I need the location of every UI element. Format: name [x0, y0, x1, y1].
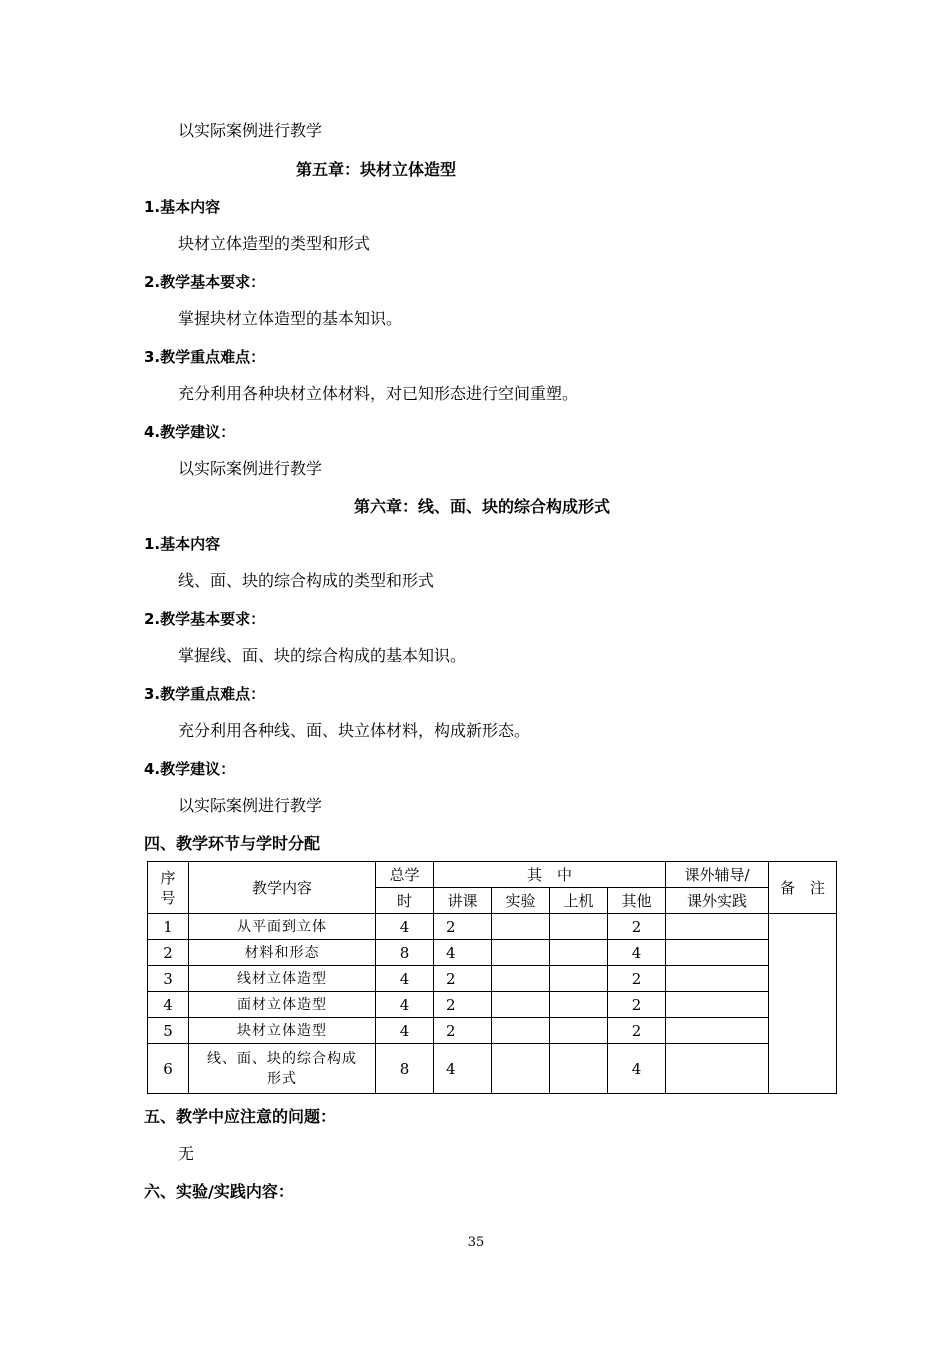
table-row — [148, 992, 837, 1018]
row-experiment — [492, 914, 550, 940]
header-total-bottom: 时 — [376, 888, 434, 914]
row-total: 4 — [376, 966, 434, 992]
chapter6-requirements-text: 掌握线、面、块的综合构成的基本知识。 — [178, 646, 467, 665]
row-seq: 1 — [148, 914, 189, 940]
row-extra — [666, 914, 769, 940]
chapter6-key-points-text: 充分利用各种线、面、块立体材料，构成新形态。 — [178, 721, 531, 740]
header-other: 其他 — [608, 888, 666, 914]
chapter5-heading-key-points: 3.教学重点难点： — [144, 348, 266, 366]
chapter6-heading-key-points: 3.教学重点难点： — [144, 685, 266, 703]
row-seq: 4 — [148, 992, 189, 1018]
row-experiment — [492, 1018, 550, 1044]
row-total: 4 — [376, 914, 434, 940]
row-computer — [550, 966, 608, 992]
row-total: 4 — [376, 1018, 434, 1044]
row-computer — [550, 914, 608, 940]
row-other: 2 — [608, 914, 666, 940]
header-extra-top: 课外辅导/ — [666, 862, 769, 888]
row-experiment — [492, 966, 550, 992]
row-seq: 6 — [148, 1044, 189, 1094]
chapter5-requirements-text: 掌握块材立体造型的基本知识。 — [178, 309, 403, 328]
chapter5-basic-content-text: 块材立体造型的类型和形式 — [178, 234, 371, 253]
chapter5-heading-basic-content: 1.基本内容 — [144, 198, 221, 216]
table-row — [148, 914, 837, 940]
row-experiment — [492, 1044, 550, 1094]
row-lecture: 4 — [434, 1044, 492, 1094]
row-seq: 3 — [148, 966, 189, 992]
section4-title: 四、教学环节与学时分配 — [144, 834, 321, 853]
header-extra-bottom: 课外实践 — [666, 888, 769, 914]
row-total: 4 — [376, 992, 434, 1018]
row-computer — [550, 1018, 608, 1044]
header-of-which: 其 中 — [434, 862, 666, 888]
table-row — [148, 940, 837, 966]
row-lecture: 2 — [434, 992, 492, 1018]
row-other: 4 — [608, 1044, 666, 1094]
row-experiment — [492, 992, 550, 1018]
chapter5-suggestions-text: 以实际案例进行教学 — [178, 459, 323, 478]
row-lecture: 2 — [434, 1018, 492, 1044]
teaching-hours-table — [147, 861, 837, 1094]
section5-text: 无 — [178, 1144, 195, 1163]
row-content-line1: 线、面、块的综合构成 — [207, 1050, 357, 1067]
row-other: 2 — [608, 992, 666, 1018]
header-computer: 上机 — [550, 888, 608, 914]
chapter5-key-points-text: 充分利用各种块材立体材料，对已知形态进行空间重塑。 — [178, 384, 579, 403]
table-row — [148, 1018, 837, 1044]
chapter6-heading-requirements: 2.教学基本要求： — [144, 610, 266, 628]
row-other: 2 — [608, 966, 666, 992]
chapter6-suggestions-text: 以实际案例进行教学 — [178, 796, 323, 815]
header-lecture: 讲课 — [434, 888, 492, 914]
row-computer — [550, 992, 608, 1018]
header-content: 教学内容 — [189, 862, 376, 914]
row-lecture: 4 — [434, 940, 492, 966]
page-number: 35 — [467, 1235, 485, 1250]
header-total-top: 总学 — [376, 862, 434, 888]
row-seq: 2 — [148, 940, 189, 966]
row-content: 线材立体造型 — [189, 966, 376, 992]
chapter6-title: 第六章：线、面、块的综合构成形式 — [354, 497, 611, 516]
row-extra — [666, 992, 769, 1018]
row-total: 8 — [376, 1044, 434, 1094]
chapter5-heading-suggestions: 4.教学建议： — [144, 423, 236, 441]
intro-paragraph: 以实际案例进行教学 — [178, 121, 323, 140]
chapter6-heading-basic-content: 1.基本内容 — [144, 535, 221, 553]
remarks-cell — [769, 914, 837, 1094]
section5-title: 五、教学中应注意的问题： — [144, 1107, 337, 1126]
row-total: 8 — [376, 940, 434, 966]
row-lecture: 2 — [434, 966, 492, 992]
chapter6-heading-suggestions: 4.教学建议： — [144, 760, 236, 778]
row-content: 面材立体造型 — [189, 992, 376, 1018]
row-computer — [550, 1044, 608, 1094]
chapter5-title: 第五章：块材立体造型 — [296, 160, 457, 179]
row-other: 4 — [608, 940, 666, 966]
row-content: 材料和形态 — [189, 940, 376, 966]
row-content — [189, 1044, 376, 1094]
row-experiment — [492, 940, 550, 966]
row-seq: 5 — [148, 1018, 189, 1044]
row-content-line2: 形式 — [267, 1070, 297, 1087]
row-lecture: 2 — [434, 914, 492, 940]
header-seq: 序 号 — [148, 862, 189, 914]
chapter5-heading-requirements: 2.教学基本要求： — [144, 273, 266, 291]
header-experiment: 实验 — [492, 888, 550, 914]
row-extra — [666, 1018, 769, 1044]
table-row — [148, 966, 837, 992]
row-extra — [666, 1044, 769, 1094]
row-content: 从平面到立体 — [189, 914, 376, 940]
row-other: 2 — [608, 1018, 666, 1044]
row-extra — [666, 940, 769, 966]
table-row — [148, 1044, 837, 1094]
chapter6-basic-content-text: 线、面、块的综合构成的类型和形式 — [178, 571, 435, 590]
header-remarks: 备 注 — [769, 862, 837, 914]
section6-title: 六、实验/实践内容： — [144, 1182, 294, 1201]
row-computer — [550, 940, 608, 966]
row-extra — [666, 966, 769, 992]
row-content: 块材立体造型 — [189, 1018, 376, 1044]
